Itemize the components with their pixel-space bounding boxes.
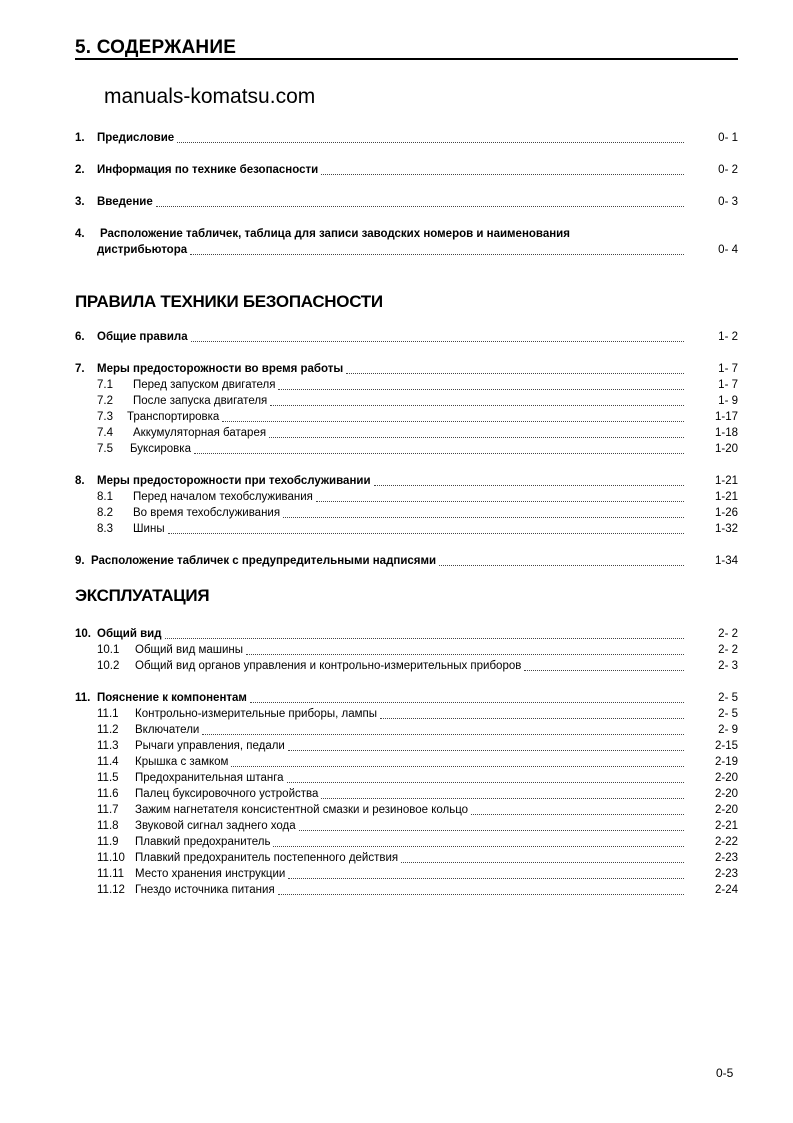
dot-leader	[278, 378, 684, 390]
toc-entry-2[interactable]: 2. Информация по технике безопасности 0- 2	[75, 164, 738, 176]
dot-leader	[524, 659, 684, 671]
dot-leader	[288, 739, 684, 751]
dot-leader	[316, 490, 684, 502]
toc-entry-11-7[interactable]: 11.7 Зажим нагнетателя консистентной смазки и резиновое кольцо 2-20	[97, 804, 738, 816]
title-rule	[75, 58, 738, 60]
toc-entry-8-1[interactable]: 8.1 Перед началом техобслуживания 1-21	[97, 491, 738, 503]
dot-leader	[346, 362, 684, 374]
dot-leader	[165, 627, 684, 639]
toc-entry-8-2[interactable]: 8.2 Во время техобслуживания 1-26	[97, 507, 738, 519]
toc-entry-11-1[interactable]: 11.1 Контрольно-измерительные приборы, лампы 2- 5	[97, 708, 738, 720]
dot-leader	[374, 474, 684, 486]
toc-entry-3[interactable]: 3. Введение 0- 3	[75, 196, 738, 208]
toc-entry-8[interactable]: 8. Меры предосторожности при техобслуживании 1-21	[75, 475, 738, 487]
toc-entry-10-2[interactable]: 10.2 Общий вид органов управления и контрольно-измерительных приборов 2- 3	[97, 660, 738, 672]
toc-entry-7-1[interactable]: 7.1 Перед запуском двигателя 1- 7	[97, 379, 738, 391]
section-heading-operation: ЭКСПЛУАТАЦИЯ	[75, 586, 210, 605]
toc-entry-11-5[interactable]: 11.5 Предохранительная штанга 2-20	[97, 772, 738, 784]
toc-entry-9[interactable]: 9. Расположение табличек с предупредительными надписями 1-34	[75, 555, 738, 567]
toc-entry-11[interactable]: 11. Пояснение к компонентам 2- 5	[75, 692, 738, 704]
toc-entry-6[interactable]: 6. Общие правила 1- 2	[75, 331, 738, 343]
toc-entry-7-2[interactable]: 7.2 После запуска двигателя 1- 9	[97, 395, 738, 407]
dot-leader	[288, 867, 684, 879]
dot-leader	[283, 506, 684, 518]
toc-entry-7[interactable]: 7. Меры предосторожности во время работы 1- 7	[75, 363, 738, 375]
toc-entry-11-12[interactable]: 11.12 Гнездо источника питания 2-24	[97, 884, 738, 896]
dot-leader	[202, 723, 684, 735]
toc-entry-11-10[interactable]: 11.10 Плавкий предохранитель постепенного действия 2-23	[97, 852, 738, 864]
dot-leader	[222, 410, 684, 422]
dot-leader	[177, 131, 684, 143]
toc-entry-10-1[interactable]: 10.1 Общий вид машины 2- 2	[97, 644, 738, 656]
toc-entry-1[interactable]: 1. Предисловие 0- 1	[75, 132, 738, 144]
dot-leader	[299, 819, 684, 831]
toc-entry-11-11[interactable]: 11.11 Место хранения инструкции 2-23	[97, 868, 738, 880]
toc-entry-7-3[interactable]: 7.3 Транспортировка 1-17	[97, 411, 738, 423]
dot-leader	[273, 835, 684, 847]
toc-entry-11-4[interactable]: 11.4 Крышка с замком 2-19	[97, 756, 738, 768]
dot-leader	[190, 243, 684, 255]
dot-leader	[401, 851, 684, 863]
toc-entry-7-5[interactable]: 7.5 Буксировка 1-20	[97, 443, 738, 455]
toc-entry-8-3[interactable]: 8.3 Шины 1-32	[97, 523, 738, 535]
toc-entry-11-3[interactable]: 11.3 Рычаги управления, педали 2-15	[97, 740, 738, 752]
dot-leader	[439, 554, 684, 566]
dot-leader	[321, 787, 684, 799]
dot-leader	[471, 803, 684, 815]
dot-leader	[191, 330, 684, 342]
page-number: 0-5	[716, 1066, 734, 1080]
dot-leader	[156, 195, 684, 207]
page-title: 5. СОДЕРЖАНИЕ	[75, 37, 237, 58]
toc-entry-11-6[interactable]: 11.6 Палец буксировочного устройства 2-20	[97, 788, 738, 800]
dot-leader	[250, 691, 684, 703]
toc-entry-4[interactable]: дистрибьютора 0- 4	[97, 244, 738, 256]
dot-leader	[246, 643, 684, 655]
toc-entry-11-2[interactable]: 11.2 Включатели 2- 9	[97, 724, 738, 736]
dot-leader	[270, 394, 684, 406]
dot-leader	[168, 522, 684, 534]
toc-entry-10[interactable]: 10. Общий вид 2- 2	[75, 628, 738, 640]
section-heading-safety: ПРАВИЛА ТЕХНИКИ БЕЗОПАСНОСТИ	[75, 292, 383, 311]
toc-entry-7-4[interactable]: 7.4 Аккумуляторная батарея 1-18	[97, 427, 738, 439]
toc-entry-4-line1[interactable]: 4. Расположение табличек, таблица для записи заводских номеров и наименования	[75, 228, 570, 240]
dot-leader	[194, 442, 684, 454]
dot-leader	[380, 707, 684, 719]
dot-leader	[278, 883, 684, 895]
dot-leader	[321, 163, 684, 175]
toc-entry-11-8[interactable]: 11.8 Звуковой сигнал заднего хода 2-21	[97, 820, 738, 832]
watermark: manuals-komatsu.com	[104, 85, 316, 108]
dot-leader	[287, 771, 684, 783]
toc-entry-11-9[interactable]: 11.9 Плавкий предохранитель 2-22	[97, 836, 738, 848]
dot-leader	[269, 426, 684, 438]
dot-leader	[231, 755, 684, 767]
